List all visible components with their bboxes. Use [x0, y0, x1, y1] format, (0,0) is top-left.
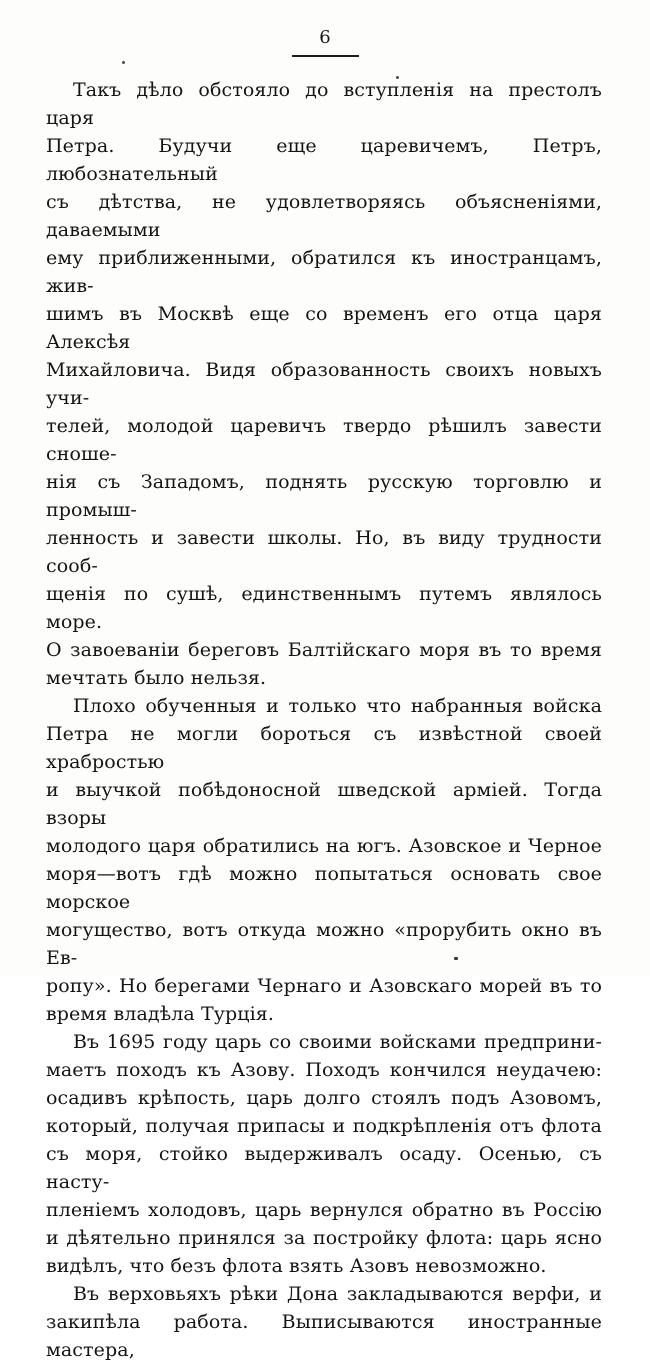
text-block: [46, 76, 602, 1364]
page-number: 6: [319, 27, 331, 48]
text-line: осадивъ крѣпость, царь долго стоялъ подъ Азовомъ,: [46, 1087, 602, 1109]
paragraph: [46, 692, 602, 1028]
text-line: видѣлъ, что безъ флота взять Азовъ невозможно.: [46, 1255, 547, 1277]
text-line: телей, молодой царевичъ твердо рѣшилъ завести сноше-: [46, 415, 602, 465]
text-line: ленность и завести школы. Но, въ виду трудности сооб-: [46, 527, 602, 577]
text-line: О завоеваніи береговъ Балтійскаго моря въ то время: [46, 639, 602, 661]
text-line: время владѣла Турція.: [46, 1003, 275, 1025]
text-line: и дѣятельно принялся за постройку флота: царь ясно: [46, 1227, 602, 1249]
text-line: Михайловича. Видя образованность своихъ новыхъ учи-: [46, 359, 602, 409]
paragraph: [46, 76, 602, 692]
paragraph: [46, 1028, 602, 1280]
text-line: нія съ Западомъ, поднять русскую торговлю и промыш-: [46, 471, 602, 521]
text-line: который, получая припасы и подкрѣпленія отъ флота: [46, 1115, 602, 1137]
text-line: ропу». Но берегами Чернаго и Азовскаго морей въ то: [46, 975, 602, 997]
text-line: шимъ въ Москвѣ еще со временъ его отца царя Алексѣя: [46, 303, 602, 353]
text-line: съ моря, стойко выдерживалъ осаду. Осенью, съ насту-: [46, 1143, 602, 1193]
text-line: ему приближенными, обратился къ иностранцамъ, жив-: [46, 247, 602, 297]
text-line: закипѣла работа. Выписываются иностранные мастера,: [46, 1311, 602, 1361]
text-line: Въ 1695 году царь со своими войсками предприни-: [73, 1031, 602, 1053]
text-line: пленіемъ холодовъ, царь вернулся обратно въ Россію: [46, 1199, 602, 1221]
text-line: и выучкой побѣдоносной шведской арміей. Тогда взоры: [46, 779, 602, 829]
text-line: маетъ походъ къ Азову. Походъ кончился неудачею:: [46, 1059, 602, 1081]
paragraph: [46, 1280, 602, 1364]
text-line: молодого царя обратились на югъ. Азовское и Черное: [46, 835, 602, 857]
text-line: щенія по сушѣ, единственнымъ путемъ являлось море.: [46, 583, 602, 633]
header-rule: [292, 55, 359, 57]
text-line: мечтать было нельзя.: [46, 667, 267, 689]
scan-speck: [396, 76, 399, 79]
text-line: Въ верховьяхъ рѣки Дона закладываются верфи, и: [73, 1283, 602, 1305]
text-line: Плохо обученныя и только что набранныя войска: [73, 695, 602, 717]
text-line: Петра. Будучи еще царевичемъ, Петръ, любознательный: [46, 135, 602, 185]
text-line: Такъ дѣло обстояло до вступленія на престолъ царя: [46, 79, 602, 129]
text-line: могущество, вотъ откуда можно «прорубить окно въ Ев-: [46, 919, 602, 969]
text-line: моря—вотъ гдѣ можно попытаться основать свое морское: [46, 863, 602, 913]
text-line: съ дѣтства, не удовлетворяясь объясненіями, даваемыми: [46, 191, 602, 241]
scan-speck: [454, 957, 458, 960]
scan-speck: [122, 61, 125, 64]
text-line: Петра не могли бороться съ извѣстной своей храбростью: [46, 723, 602, 773]
